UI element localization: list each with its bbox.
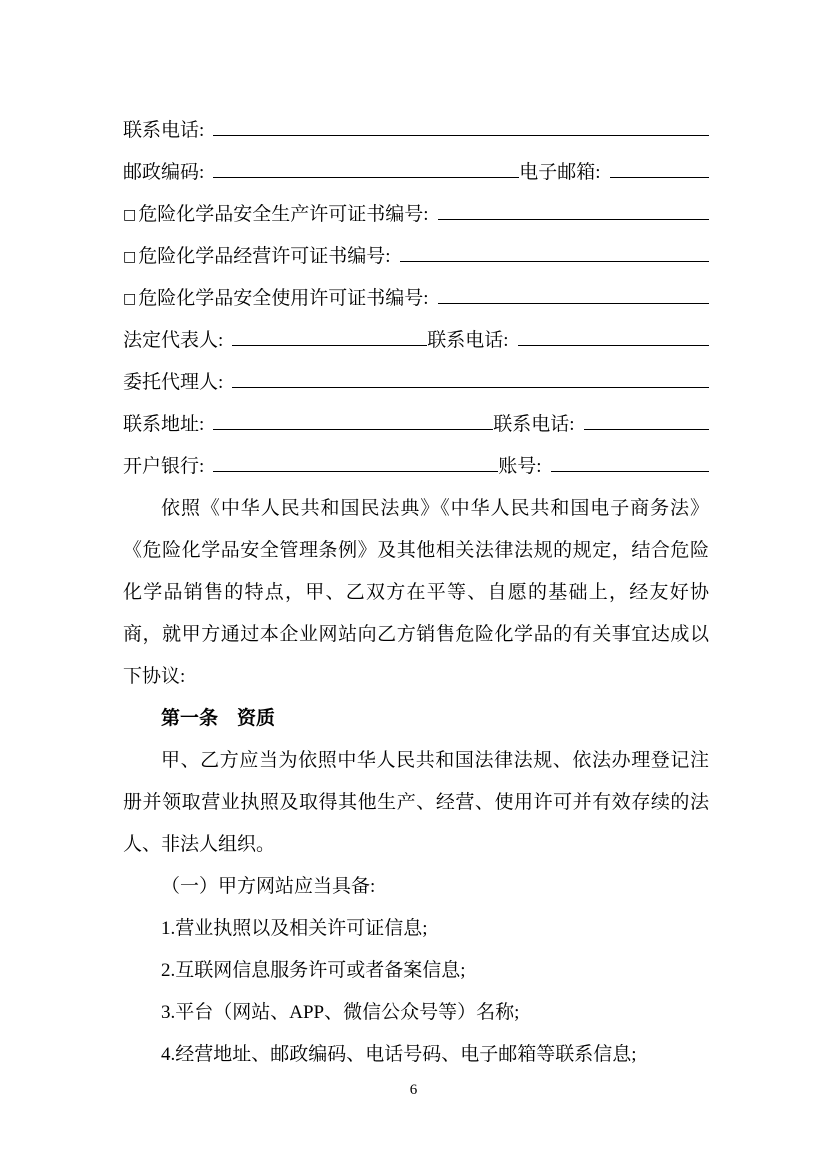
field-label: 委托代理人: [123,372,224,393]
form-row-legal-representative [123,320,709,362]
blank-field-legal-representative[interactable] [232,344,427,346]
field-label: 危险化学品安全生产许可证书编号: [138,204,429,225]
form-row-use-license [123,278,709,320]
field-label: 开户银行: [123,456,205,477]
field-label: 危险化学品安全使用许可证书编号: [138,288,429,309]
blank-field-production-license-number[interactable] [438,218,709,220]
section-heading-article1: 第一条 资质 [161,708,276,729]
list-item-4: 4.经营地址、邮政编码、电话号码、电子邮箱等联系信息; [161,1044,637,1065]
subsection-heading: （一）甲方网站应当具备: [161,876,376,897]
form-row-operation-license [123,236,709,278]
section-paragraph: 甲、乙方应当为依照中华人民共和国法律法规、依法办理登记注册并领取营业执照及取得其他生产、经营、使用许可并有效存续的法人、非法人组织。 [123,750,709,855]
blank-field-email[interactable] [610,176,709,178]
field-label: 联系电话: [123,120,205,141]
form-row-contact-address [123,404,709,446]
blank-field-contact-address[interactable] [213,428,493,430]
blank-field-account-number[interactable] [551,470,709,472]
list-item-3: 3.平台（网站、APP、微信公众号等）名称; [161,1002,520,1023]
blank-field-bank-name[interactable] [213,470,498,472]
field-label: 法定代表人: [123,330,224,351]
field-label: 账号: [498,456,542,477]
blank-field-authorized-agent[interactable] [232,386,709,388]
form-row-authorized-agent [123,362,709,404]
blank-field-postcode[interactable] [213,176,519,178]
blank-field-address-phone[interactable] [584,428,709,430]
intro-paragraph: 依照《中华人民共和国民法典》《中华人民共和国电子商务法》《危险化学品安全管理条例》及其他相关法律法规的规定，结合危险化学品销售的特点，甲、乙双方在平等、自愿的基础上，经友好协商，就甲方通过本企业网站向乙方销售危险化学品的有关事宜达成以下协议: [123,498,709,687]
blank-field-contact-phone[interactable] [213,134,709,136]
checkbox-icon[interactable]: □ [123,291,137,307]
checkbox-icon[interactable]: □ [123,207,137,223]
page-content [123,110,709,1076]
form-row-contact-phone [123,110,709,152]
blank-field-use-license-number[interactable] [438,302,709,304]
form-row-bank [123,446,709,488]
field-label: 联系地址: [123,414,205,435]
form-row-postcode-email [123,152,709,194]
list-item-1: 1.营业执照以及相关许可证信息; [161,918,428,939]
form-row-production-license [123,194,709,236]
blank-field-operation-license-number[interactable] [400,260,709,262]
field-label: 联系电话: [427,330,509,351]
field-label: 电子邮箱: [519,162,601,183]
page-number: 6 [409,1082,418,1098]
blank-field-representative-phone[interactable] [518,344,709,346]
checkbox-icon[interactable]: □ [123,249,137,265]
field-label: 邮政编码: [123,162,205,183]
list-item-2: 2.互联网信息服务许可或者备案信息; [161,960,466,981]
field-label: 联系电话: [493,414,575,435]
field-label: 危险化学品经营许可证书编号: [138,246,391,267]
